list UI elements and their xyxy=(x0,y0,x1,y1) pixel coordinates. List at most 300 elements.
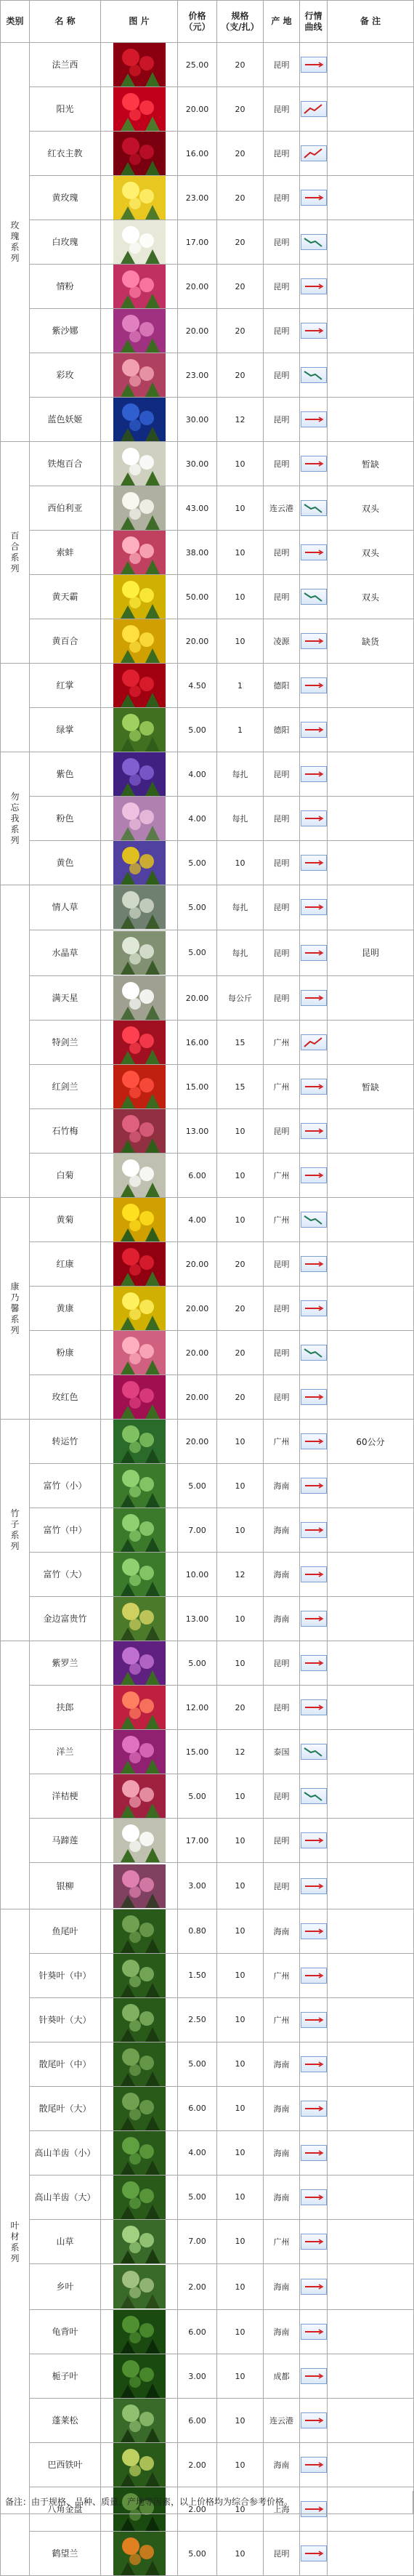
product-origin: 上海 xyxy=(264,2487,300,2532)
product-note xyxy=(328,708,414,752)
trend-chart-icon[interactable] xyxy=(301,1655,327,1671)
trend-chart-icon[interactable] xyxy=(301,1389,327,1405)
trend-cell xyxy=(300,43,328,87)
product-origin: 海南 xyxy=(264,1909,300,1953)
trend-chart-icon[interactable] xyxy=(301,2234,327,2250)
product-photo xyxy=(101,1819,178,1863)
trend-cell xyxy=(300,1420,328,1464)
product-spec: 10 xyxy=(217,1641,264,1686)
product-name: 马蹄莲 xyxy=(30,1819,101,1863)
trend-chart-icon[interactable] xyxy=(301,1034,327,1050)
table-row xyxy=(1,2042,414,2086)
product-photo xyxy=(101,1331,178,1375)
product-origin: 海南 xyxy=(264,2042,300,2086)
product-photo xyxy=(101,1375,178,1420)
product-origin: 广州 xyxy=(264,2219,300,2263)
product-note xyxy=(328,1287,414,1331)
product-photo xyxy=(101,885,178,930)
product-photo xyxy=(101,976,178,1021)
product-spec: 20 xyxy=(217,1686,264,1730)
trend-chart-icon[interactable] xyxy=(301,2324,327,2340)
product-spec: 20 xyxy=(217,265,264,309)
product-spec: 15 xyxy=(217,1021,264,1065)
product-origin: 昆明 xyxy=(264,265,300,309)
trend-chart-icon[interactable] xyxy=(301,766,327,782)
trend-cell xyxy=(300,1508,328,1553)
product-note xyxy=(328,885,414,930)
trend-chart-icon[interactable] xyxy=(301,990,327,1006)
product-note xyxy=(328,1997,414,2042)
product-name: 红剑兰 xyxy=(30,1065,101,1109)
product-note xyxy=(328,1242,414,1287)
product-name: 高山羊齿（小） xyxy=(30,2130,101,2175)
trend-chart-icon[interactable] xyxy=(301,2056,327,2072)
product-spec: 10 xyxy=(217,1863,264,1909)
trend-cell xyxy=(300,2263,328,2310)
product-photo xyxy=(101,1641,178,1686)
trend-chart-icon[interactable] xyxy=(301,2412,327,2428)
trend-cell xyxy=(300,2532,328,2576)
product-origin: 昆明 xyxy=(264,2532,300,2576)
table-row xyxy=(1,1375,414,1420)
trend-cell xyxy=(300,1997,328,2042)
trend-chart-icon[interactable] xyxy=(301,1923,327,1939)
table-row xyxy=(1,1730,414,1774)
product-note xyxy=(328,220,414,265)
product-photo xyxy=(101,531,178,575)
table-row xyxy=(1,930,414,976)
table-row xyxy=(1,132,414,176)
product-origin: 昆明 xyxy=(264,176,300,220)
product-origin: 昆明 xyxy=(264,531,300,575)
product-price: 38.00 xyxy=(178,531,217,575)
product-name: 蓝色妖姬 xyxy=(30,398,101,442)
table-row xyxy=(1,1331,414,1375)
trend-chart-icon[interactable] xyxy=(301,2457,327,2473)
trend-chart-icon[interactable] xyxy=(301,633,327,649)
product-origin: 昆明 xyxy=(264,309,300,353)
trend-cell xyxy=(300,1863,328,1909)
table-row xyxy=(1,87,414,132)
header-price xyxy=(178,1,217,43)
product-spec: 10 xyxy=(217,575,264,619)
trend-chart-icon[interactable] xyxy=(301,101,327,117)
product-price: 0.80 xyxy=(178,1909,217,1953)
product-origin: 广州 xyxy=(264,1154,300,1198)
product-note xyxy=(328,1109,414,1154)
product-photo xyxy=(101,1198,178,1242)
product-spec: 10 xyxy=(217,1420,264,1464)
product-price: 6.00 xyxy=(178,2086,217,2130)
trend-chart-icon[interactable] xyxy=(301,1566,327,1582)
product-name: 紫沙娜 xyxy=(30,309,101,353)
product-origin: 昆明 xyxy=(264,353,300,398)
trend-chart-icon[interactable] xyxy=(301,544,327,560)
product-origin: 昆明 xyxy=(264,1375,300,1420)
product-photo xyxy=(101,1065,178,1109)
product-spec: 10 xyxy=(217,2219,264,2263)
product-name: 鱼尾叶 xyxy=(30,1909,101,1953)
trend-chart-icon[interactable] xyxy=(301,500,327,516)
table-row xyxy=(1,1109,414,1154)
table-row xyxy=(1,442,414,486)
table-row xyxy=(1,43,414,87)
product-note xyxy=(328,1641,414,1686)
category-cell xyxy=(1,664,30,752)
product-spec: 10 xyxy=(217,2042,264,2086)
table-row xyxy=(1,1287,414,1331)
trend-chart-icon[interactable] xyxy=(301,1788,327,1804)
product-photo xyxy=(101,2354,178,2399)
product-note xyxy=(328,1597,414,1641)
trend-chart-icon[interactable] xyxy=(301,1256,327,1272)
trend-chart-icon[interactable] xyxy=(301,1123,327,1139)
product-spec: 每扎 xyxy=(217,930,264,976)
trend-chart-icon[interactable] xyxy=(301,2012,327,2028)
product-origin: 海南 xyxy=(264,1464,300,1508)
product-photo xyxy=(101,619,178,664)
product-spec: 15 xyxy=(217,1065,264,1109)
product-photo xyxy=(101,1863,178,1909)
product-photo xyxy=(101,797,178,841)
product-name: 白菊 xyxy=(30,1154,101,1198)
header-category: 类别 xyxy=(1,1,30,43)
product-price: 43.00 xyxy=(178,486,217,531)
product-price: 6.00 xyxy=(178,2399,217,2443)
table-row xyxy=(1,1420,414,1464)
product-origin: 昆明 xyxy=(264,1641,300,1686)
product-photo xyxy=(101,220,178,265)
table-row xyxy=(1,353,414,398)
trend-chart-icon[interactable] xyxy=(301,1433,327,1449)
product-photo xyxy=(101,2532,178,2576)
product-price: 4.00 xyxy=(178,1198,217,1242)
product-name: 洋桔梗 xyxy=(30,1774,101,1819)
product-name: 富竹（大） xyxy=(30,1553,101,1597)
product-origin: 昆明 xyxy=(264,1774,300,1819)
trend-cell xyxy=(300,930,328,976)
product-photo xyxy=(101,486,178,531)
trend-cell xyxy=(300,353,328,398)
product-price: 2.00 xyxy=(178,2263,217,2310)
table-row xyxy=(1,2354,414,2399)
trend-chart-icon[interactable] xyxy=(301,1968,327,1984)
product-spec: 10 xyxy=(217,841,264,885)
product-name: 绿掌 xyxy=(30,708,101,752)
product-spec: 每扎 xyxy=(217,752,264,797)
table-row xyxy=(1,176,414,220)
trend-chart-icon[interactable] xyxy=(301,1167,327,1183)
product-note xyxy=(328,1508,414,1553)
product-spec: 每扎 xyxy=(217,797,264,841)
product-price: 20.00 xyxy=(178,976,217,1021)
product-name: 阳光 xyxy=(30,87,101,132)
product-name: 黄天霸 xyxy=(30,575,101,619)
product-origin: 海南 xyxy=(264,2130,300,2175)
product-spec: 20 xyxy=(217,1331,264,1375)
trend-cell xyxy=(300,1154,328,1198)
product-spec: 10 xyxy=(217,2175,264,2219)
trend-cell xyxy=(300,1065,328,1109)
product-spec: 10 xyxy=(217,442,264,486)
product-origin: 昆明 xyxy=(264,976,300,1021)
product-price: 25.00 xyxy=(178,43,217,87)
category-cell xyxy=(1,885,30,1198)
product-origin: 广州 xyxy=(264,1021,300,1065)
product-origin: 昆明 xyxy=(264,398,300,442)
trend-cell xyxy=(300,2175,328,2219)
category-cell: 玫 瑰 系 列 xyxy=(1,43,30,442)
product-spec: 20 xyxy=(217,1287,264,1331)
product-name: 铁炮百合 xyxy=(30,442,101,486)
product-price: 20.00 xyxy=(178,309,217,353)
product-spec: 每扎 xyxy=(217,885,264,930)
product-price: 12.00 xyxy=(178,1686,217,1730)
product-name: 彩玫 xyxy=(30,353,101,398)
trend-chart-icon[interactable] xyxy=(301,1345,327,1361)
trend-chart-icon[interactable] xyxy=(301,411,327,427)
trend-cell xyxy=(300,619,328,664)
product-origin: 昆明 xyxy=(264,1331,300,1375)
trend-chart-icon[interactable] xyxy=(301,945,327,961)
trend-cell xyxy=(300,1730,328,1774)
product-price: 4.00 xyxy=(178,797,217,841)
trend-cell xyxy=(300,2399,328,2443)
product-photo xyxy=(101,1154,178,1198)
product-price: 5.00 xyxy=(178,930,217,976)
table-row xyxy=(1,575,414,619)
trend-chart-icon[interactable] xyxy=(301,1832,327,1848)
product-origin: 连云港 xyxy=(264,486,300,531)
product-price: 13.00 xyxy=(178,1109,217,1154)
trend-chart-icon[interactable] xyxy=(301,278,327,294)
product-price: 20.00 xyxy=(178,619,217,664)
table-row xyxy=(1,1953,414,1997)
trend-cell xyxy=(300,87,328,132)
trend-chart-icon[interactable] xyxy=(301,2145,327,2161)
header-price-line2: （元） xyxy=(184,21,211,32)
product-price: 10.00 xyxy=(178,1553,217,1597)
trend-chart-icon[interactable] xyxy=(301,1878,327,1894)
header-note: 备 注 xyxy=(328,1,414,43)
trend-cell xyxy=(300,1819,328,1863)
product-note xyxy=(328,1331,414,1375)
trend-cell xyxy=(300,976,328,1021)
product-name: 索蚌 xyxy=(30,531,101,575)
table-row xyxy=(1,1686,414,1730)
table-row xyxy=(1,1641,414,1686)
product-name: 紫色 xyxy=(30,752,101,797)
product-photo xyxy=(101,841,178,885)
trend-chart-icon[interactable] xyxy=(301,1699,327,1715)
trend-chart-icon[interactable] xyxy=(301,2279,327,2295)
trend-cell xyxy=(300,486,328,531)
table-row xyxy=(1,1508,414,1553)
trend-chart-icon[interactable] xyxy=(301,1478,327,1494)
product-spec: 12 xyxy=(217,1730,264,1774)
product-spec: 10 xyxy=(217,619,264,664)
product-spec: 10 xyxy=(217,2130,264,2175)
product-note xyxy=(328,841,414,885)
table-row xyxy=(1,1863,414,1909)
trend-chart-icon[interactable] xyxy=(301,899,327,915)
product-price: 5.00 xyxy=(178,1774,217,1819)
product-name: 情粉 xyxy=(30,265,101,309)
product-name: 满天星 xyxy=(30,976,101,1021)
product-spec: 20 xyxy=(217,176,264,220)
table-row xyxy=(1,708,414,752)
product-price: 5.00 xyxy=(178,1464,217,1508)
table-row xyxy=(1,398,414,442)
product-spec: 12 xyxy=(217,398,264,442)
product-origin: 广州 xyxy=(264,1953,300,1997)
product-name: 鹤望兰 xyxy=(30,2532,101,2576)
product-note xyxy=(328,2354,414,2399)
trend-chart-icon[interactable] xyxy=(301,323,327,339)
trend-cell xyxy=(300,265,328,309)
product-note xyxy=(328,2532,414,2576)
trend-cell xyxy=(300,1909,328,1953)
product-origin: 连云港 xyxy=(264,2399,300,2443)
product-note: 60公分 xyxy=(328,1420,414,1464)
product-spec: 1 xyxy=(217,664,264,708)
table-row xyxy=(1,1909,414,1953)
category-cell: 康 乃 馨 系 列 xyxy=(1,1198,30,1420)
product-photo xyxy=(101,2086,178,2130)
product-name: 紫罗兰 xyxy=(30,1641,101,1686)
product-photo xyxy=(101,1109,178,1154)
product-origin: 海南 xyxy=(264,2443,300,2487)
trend-chart-icon[interactable] xyxy=(301,722,327,738)
trend-chart-icon[interactable] xyxy=(301,589,327,605)
product-origin: 海南 xyxy=(264,1597,300,1641)
table-row xyxy=(1,1154,414,1198)
trend-chart-icon[interactable] xyxy=(301,234,327,250)
header-trend xyxy=(300,1,328,43)
product-origin: 海南 xyxy=(264,2310,300,2354)
table-row xyxy=(1,2219,414,2263)
product-name: 扶郎 xyxy=(30,1686,101,1730)
trend-chart-icon[interactable] xyxy=(301,2189,327,2205)
trend-chart-icon[interactable] xyxy=(301,2101,327,2117)
trend-cell xyxy=(300,1375,328,1420)
table-row xyxy=(1,486,414,531)
product-spec: 12 xyxy=(217,1553,264,1597)
product-price: 15.00 xyxy=(178,1730,217,1774)
product-photo xyxy=(101,1287,178,1331)
product-origin: 海南 xyxy=(264,1508,300,1553)
product-price: 4.00 xyxy=(178,752,217,797)
product-photo xyxy=(101,1021,178,1065)
product-origin: 昆明 xyxy=(264,1109,300,1154)
trend-chart-icon[interactable] xyxy=(301,1212,327,1228)
product-photo xyxy=(101,442,178,486)
product-price: 4.50 xyxy=(178,664,217,708)
product-name: 黄玫瑰 xyxy=(30,176,101,220)
product-spec: 10 xyxy=(217,2086,264,2130)
category-cell: 竹 子 系 列 xyxy=(1,1420,30,1641)
product-photo xyxy=(101,2443,178,2487)
trend-chart-icon[interactable] xyxy=(301,1522,327,1538)
trend-cell xyxy=(300,841,328,885)
product-origin: 昆明 xyxy=(264,575,300,619)
product-name: 红康 xyxy=(30,1242,101,1287)
trend-chart-icon[interactable] xyxy=(301,1744,327,1760)
product-name: 特剑兰 xyxy=(30,1021,101,1065)
product-price: 6.00 xyxy=(178,1154,217,1198)
header-trend-line1: 行情 xyxy=(304,10,322,21)
trend-chart-icon[interactable] xyxy=(301,57,327,73)
trend-chart-icon[interactable] xyxy=(301,145,327,161)
trend-chart-icon[interactable] xyxy=(301,677,327,693)
product-name: 黄色 xyxy=(30,841,101,885)
trend-cell xyxy=(300,2443,328,2487)
table-row xyxy=(1,1242,414,1287)
product-origin: 凌源 xyxy=(264,619,300,664)
product-origin: 昆明 xyxy=(264,1863,300,1909)
product-price: 20.00 xyxy=(178,265,217,309)
trend-cell xyxy=(300,2219,328,2263)
product-photo xyxy=(101,1508,178,1553)
trend-cell xyxy=(300,309,328,353)
category-cell xyxy=(1,1641,30,1909)
product-photo xyxy=(101,43,178,87)
trend-chart-icon[interactable] xyxy=(301,1611,327,1627)
product-spec: 10 xyxy=(217,1508,264,1553)
trend-chart-icon[interactable] xyxy=(301,2368,327,2384)
product-note: 暂缺 xyxy=(328,1065,414,1109)
trend-chart-icon[interactable] xyxy=(301,2545,327,2561)
table-row xyxy=(1,664,414,708)
product-origin: 广州 xyxy=(264,1997,300,2042)
product-note: 双头 xyxy=(328,575,414,619)
product-price: 23.00 xyxy=(178,353,217,398)
product-origin: 昆明 xyxy=(264,1819,300,1863)
product-spec: 20 xyxy=(217,309,264,353)
product-name: 散尾叶（中） xyxy=(30,2042,101,2086)
trend-chart-icon[interactable] xyxy=(301,855,327,871)
product-origin: 德阳 xyxy=(264,664,300,708)
product-price: 13.00 xyxy=(178,1597,217,1641)
product-spec: 10 xyxy=(217,1953,264,1997)
product-photo xyxy=(101,2263,178,2310)
product-name: 法兰西 xyxy=(30,43,101,87)
product-note xyxy=(328,797,414,841)
product-price: 15.00 xyxy=(178,1065,217,1109)
header-photo: 图 片 xyxy=(101,1,178,43)
trend-chart-icon[interactable] xyxy=(301,1300,327,1316)
table-row xyxy=(1,2310,414,2354)
trend-chart-icon[interactable] xyxy=(301,190,327,206)
product-spec: 10 xyxy=(217,2399,264,2443)
product-name: 转运竹 xyxy=(30,1420,101,1464)
trend-cell xyxy=(300,1553,328,1597)
trend-cell xyxy=(300,708,328,752)
product-spec: 20 xyxy=(217,353,264,398)
product-photo xyxy=(101,1420,178,1464)
trend-chart-icon[interactable] xyxy=(301,367,327,383)
product-note xyxy=(328,1909,414,1953)
product-photo xyxy=(101,1242,178,1287)
product-photo xyxy=(101,1730,178,1774)
product-name: 高山羊齿（大） xyxy=(30,2175,101,2219)
table-row xyxy=(1,265,414,309)
trend-cell xyxy=(300,1109,328,1154)
trend-chart-icon[interactable] xyxy=(301,1079,327,1095)
trend-chart-icon[interactable] xyxy=(301,810,327,826)
trend-chart-icon[interactable] xyxy=(301,456,327,472)
header-spec-line2: （支/扎） xyxy=(221,21,259,32)
